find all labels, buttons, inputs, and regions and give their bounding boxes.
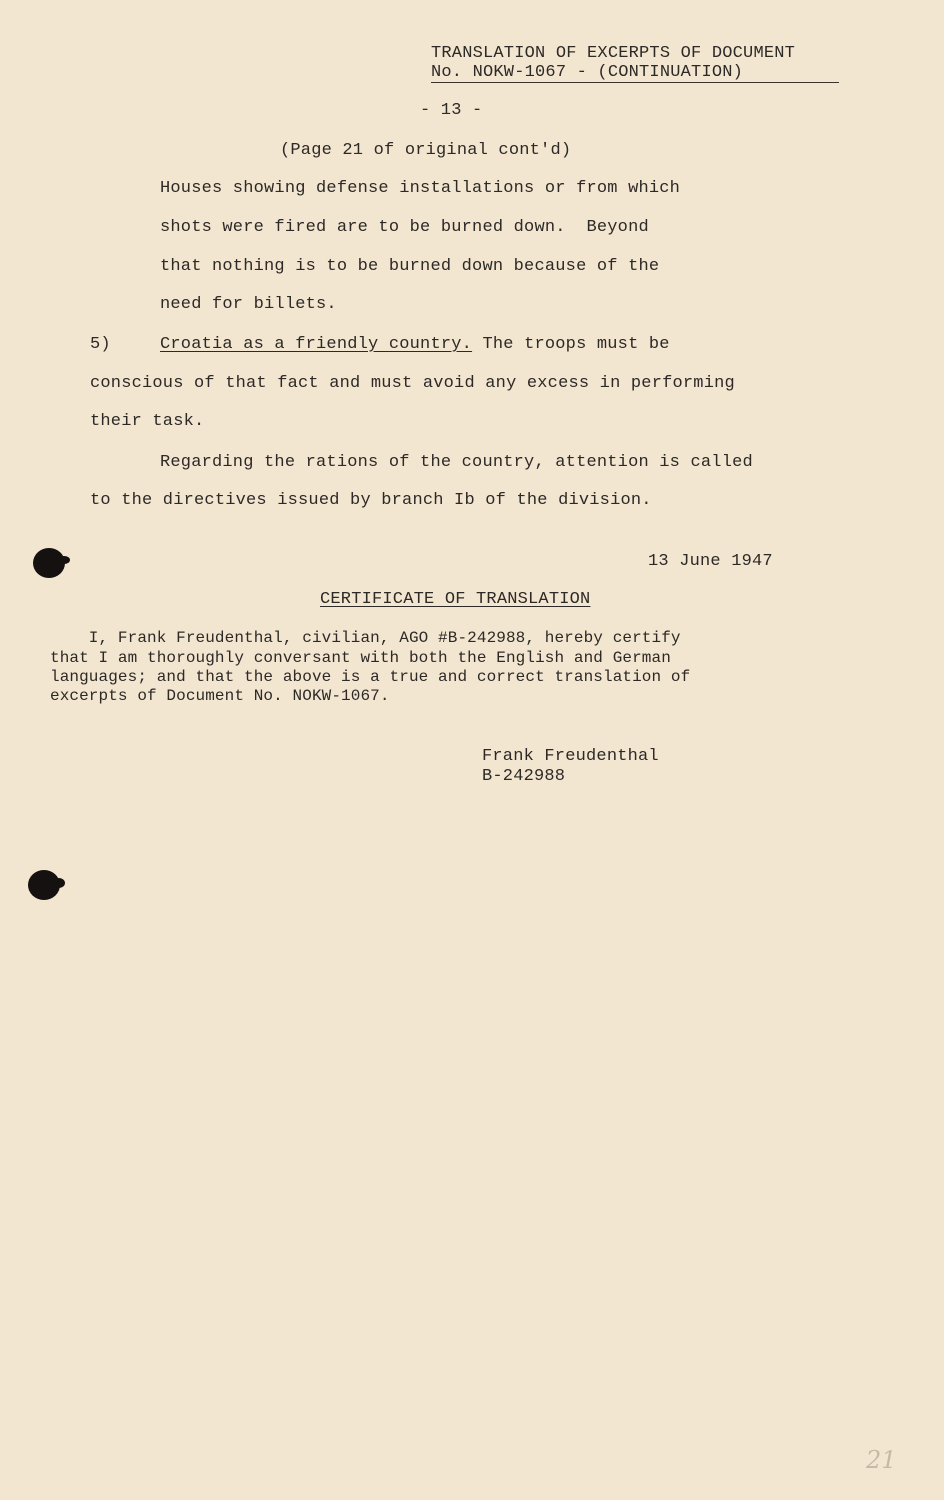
paragraph-line: shots were fired are to be burned down. Beyond bbox=[160, 218, 649, 237]
signature-number: B-242988 bbox=[482, 767, 566, 786]
header-underline bbox=[431, 82, 839, 83]
header-title-line1: TRANSLATION OF EXCERPTS OF DOCUMENT bbox=[431, 44, 796, 63]
item-number: 5) bbox=[90, 335, 111, 354]
punch-hole-tab-icon bbox=[53, 878, 65, 888]
paragraph-line: that nothing is to be burned down because of the bbox=[160, 257, 660, 276]
paragraph-line: to the directives issued by branch Ib of the division. bbox=[90, 491, 652, 510]
certificate-line: excerpts of Document No. NOKW-1067. bbox=[50, 687, 390, 705]
punch-hole-tab-icon bbox=[58, 556, 70, 564]
certificate-title: CERTIFICATE OF TRANSLATION bbox=[320, 590, 591, 609]
item-line-rest: The troops must be bbox=[472, 335, 670, 354]
item-line: conscious of that fact and must avoid any excess in performing bbox=[90, 374, 735, 393]
paragraph-line: Regarding the rations of the country, attention is called bbox=[160, 453, 753, 472]
certificate-date: 13 June 1947 bbox=[648, 552, 773, 571]
paragraph-line: need for billets. bbox=[160, 295, 337, 314]
certificate-line: that I am thoroughly conversant with both the English and German bbox=[50, 649, 671, 667]
certificate-line: languages; and that the above is a true and correct translation of bbox=[50, 668, 691, 686]
paragraph-line: Houses showing defense installations or from which bbox=[160, 179, 681, 198]
certificate-line: I, Frank Freudenthal, civilian, AGO #B-242988, hereby certify bbox=[50, 629, 681, 647]
archive-page-mark: 21 bbox=[866, 1446, 897, 1474]
page-reference: (Page 21 of original cont'd) bbox=[280, 141, 572, 160]
item-heading-line bbox=[160, 335, 670, 354]
signature-name: Frank Freudenthal bbox=[482, 747, 659, 766]
header-title-line2: No. NOKW-1067 - (CONTINUATION) bbox=[431, 63, 744, 82]
page-number: - 13 - bbox=[420, 101, 483, 120]
item-heading: Croatia as a friendly country. bbox=[160, 335, 473, 354]
item-line: their task. bbox=[90, 412, 205, 431]
